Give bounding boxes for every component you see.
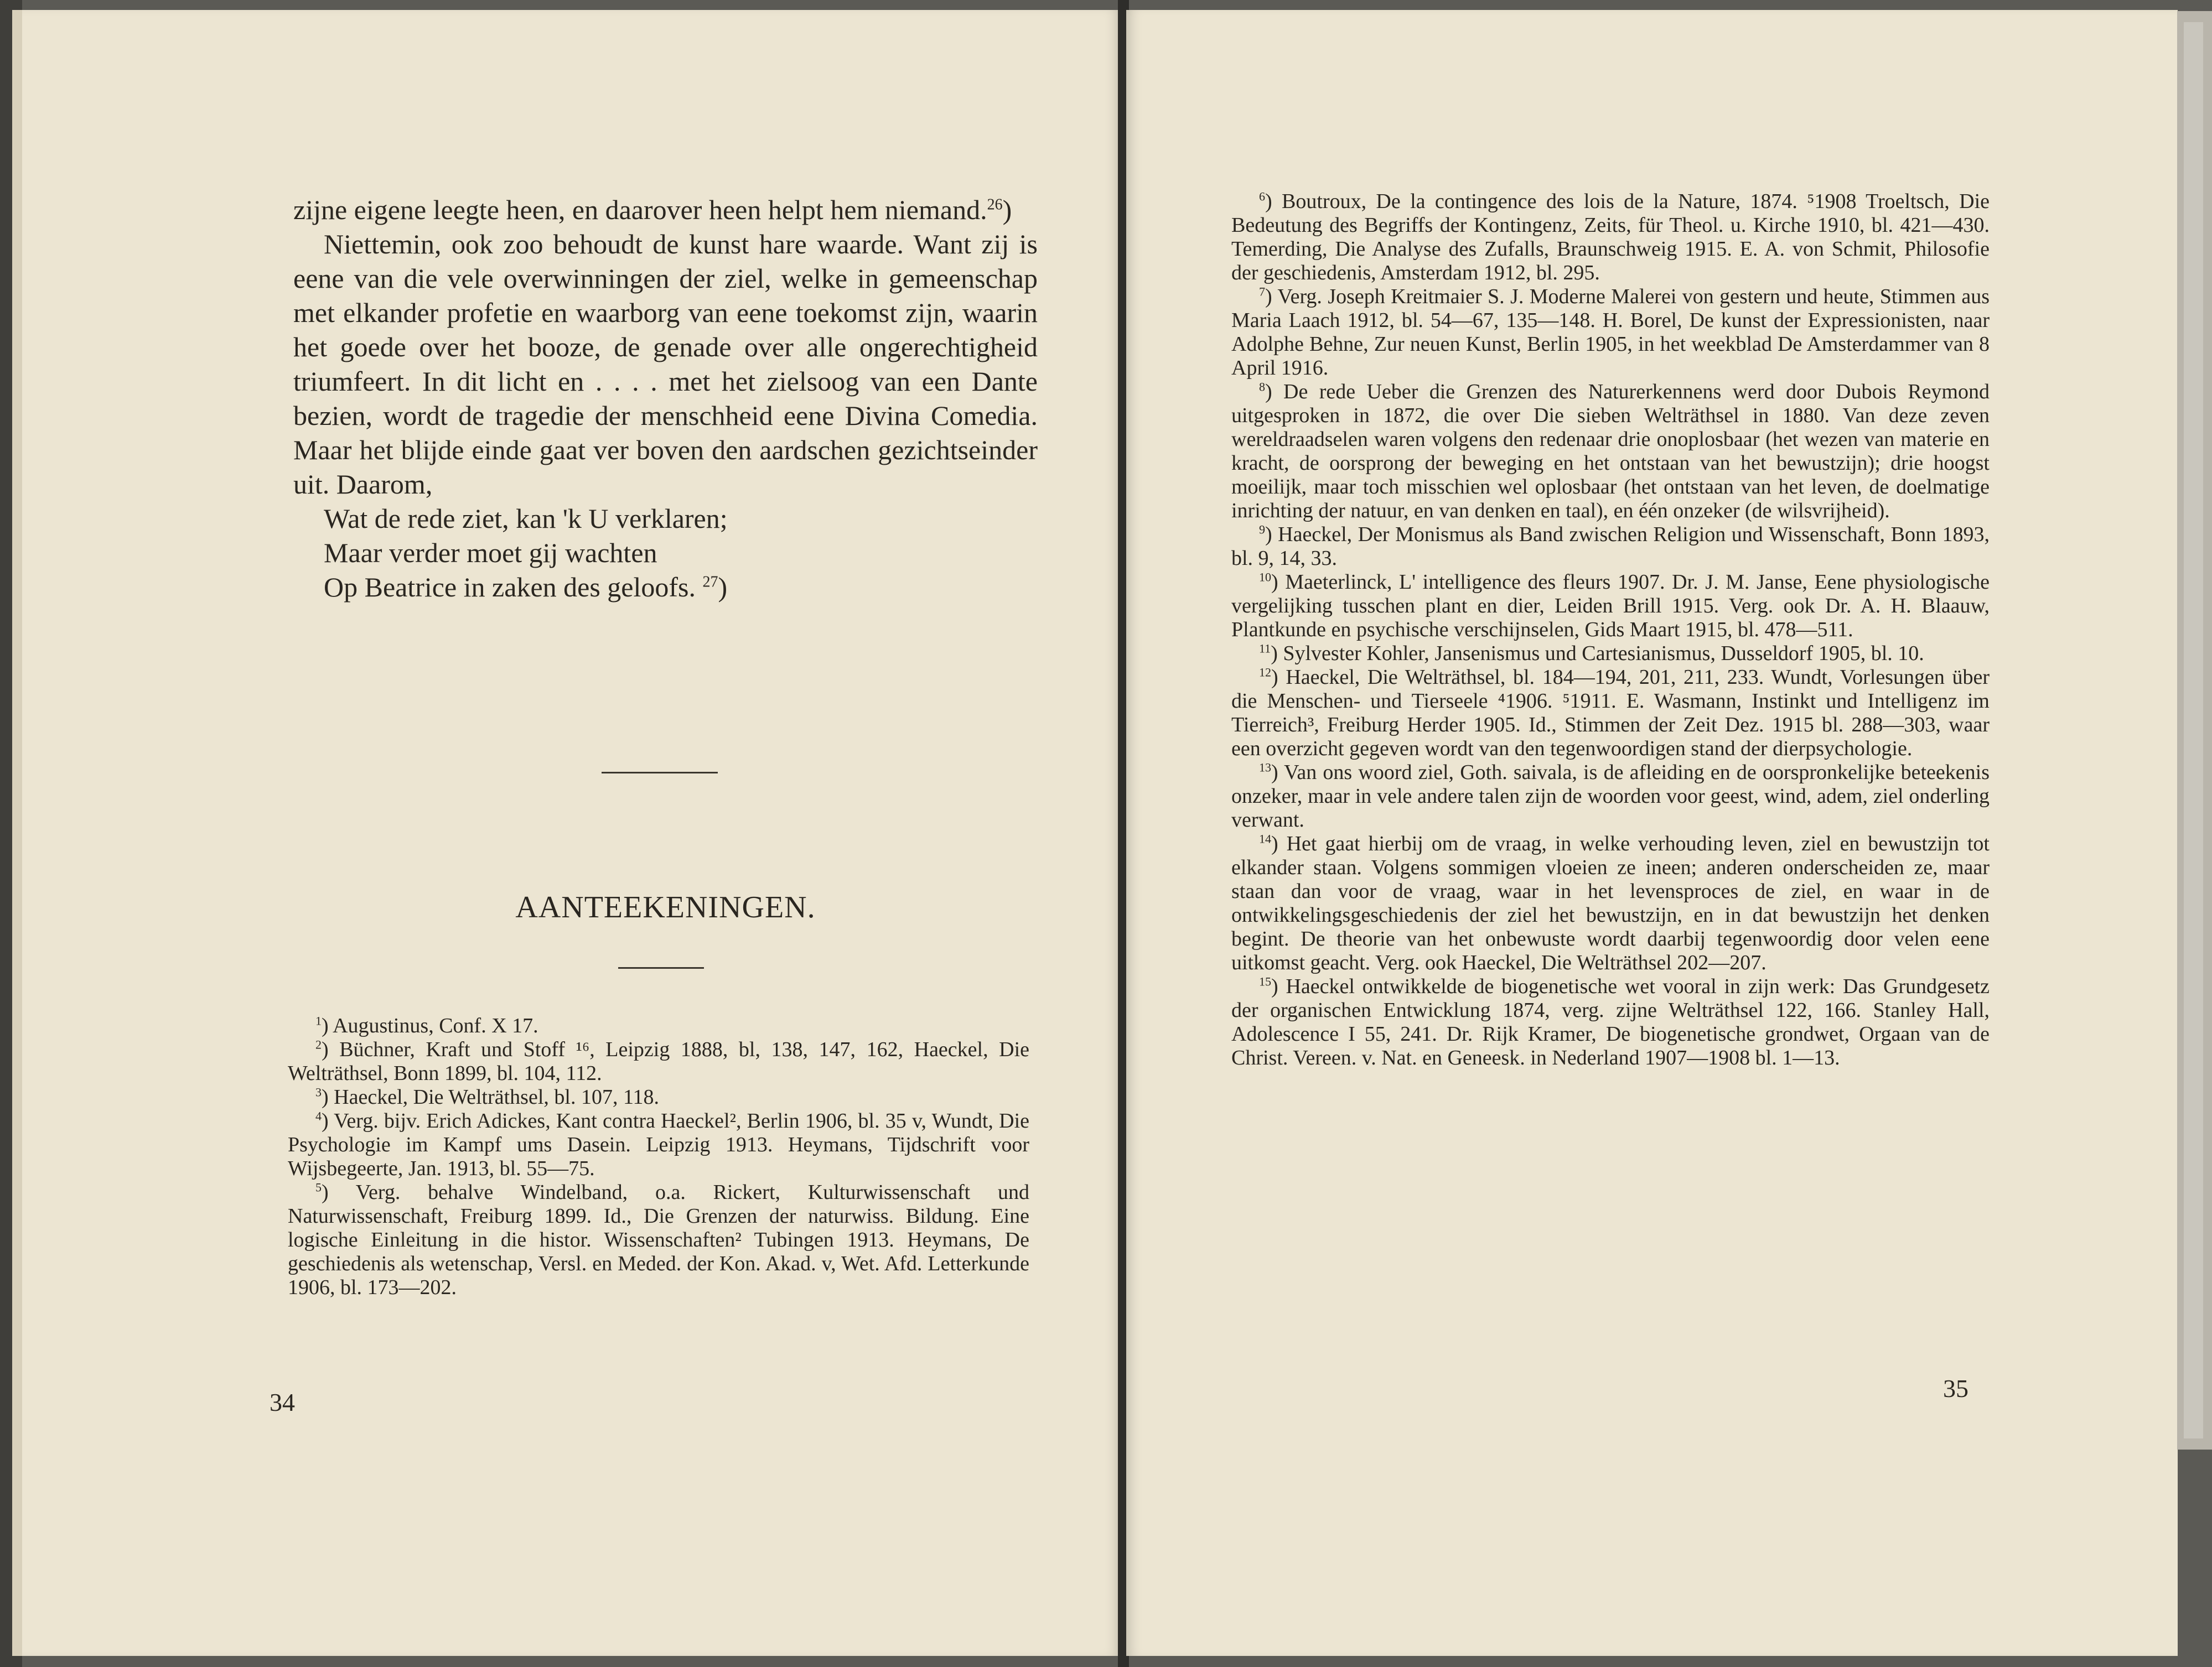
footnote-9: $^9$) Haeckel, Der Monismus als Band zwischen Religion und Wissenschaft, Bonn 1893, bl. 9, 14, 33. bbox=[1231, 522, 1990, 570]
footnote-1: $^1$) Augustinus, Conf. X 17. bbox=[315, 1014, 538, 1037]
footnote-4: $^4$) Verg. bijv. Erich Adickes, Kant contra Haeckel², Berlin 1906, bl. 35 v, Wundt, Die Psychologie im Kampf ums Dasein. Leipzig 1913. Heymans, Tijdschrift voor Wijsbegeerte, Jan. 1913, bl. 55—75. bbox=[288, 1109, 1030, 1180]
footnote-14: $^{14}$) Het gaat hierbij om de vraag, in welke verhouding leven, ziel en bewustzijn tot elkander staan. Volgens sommigen vloeien ze ineen; anderen onderscheiden ze, maar staan dan voor de vraag, waar in het levensproces de ziel, en waar in de ontwikkelingsgeschiedenis der ziel het bewustzijn, en in dat bewustzijn het denken begint. De theorie van het onbewuste wordt daarbij tegenwoordig door velen eene uitkomst geacht. Verg. ook Haeckel, Die Welträthsel 202—207. bbox=[1231, 832, 1990, 974]
footnote-8: $^8$) De rede Ueber die Grenzen des Naturerkennens werd door Dubois Reymond uitgesproken in 1872, die over Die sieben Welträthsel in 1880. Van deze zeven wereldraadselen waren volgens den redenaar drie onoplosbaar (het wezen van materie en kracht, de oorsprong der beweging en het ontstaan van het bewustzijn); drie hoogst moeilijk, maar toch misschien wel oplosbaar (het ontstaan van het leven, de doelmatige inrichting der natuur, en van denken en taal), en één onzeker (de wilsvrijheid). bbox=[1231, 380, 1990, 522]
page-number-left: 34 bbox=[270, 1388, 295, 1416]
section-divider bbox=[602, 772, 718, 773]
verse-line-1: Wat de rede ziet, kan 'k U verklaren; bbox=[324, 503, 728, 534]
right-page bbox=[1126, 10, 2178, 1656]
verse-line-3: Op Beatrice in zaken des geloofs. $^{27}$) bbox=[324, 572, 728, 603]
heading-underline bbox=[618, 967, 704, 969]
notes-heading: AANTEEKENINGEN. bbox=[515, 890, 816, 925]
footnote-11: $^{11}$) Sylvester Kohler, Jansenismus und Cartesianismus, Dusseldorf 1905, bl. 10. bbox=[1259, 641, 1924, 665]
right-footnotes bbox=[1231, 190, 1990, 1070]
page-number-right: 35 bbox=[1943, 1374, 1968, 1403]
left-body-text bbox=[293, 193, 1038, 604]
footnote-ref-26: 26 bbox=[987, 196, 1003, 214]
verse-line-2: Maar verder moet gij wachten bbox=[324, 537, 657, 568]
footnote-12: $^{12}$) Haeckel, Die Welträthsel, bl. 184—194, 201, 211, 233. Wundt, Vorlesungen über die Menschen- und Tierseele ⁴1906. ⁵1911. E. Wasmann, Instinkt und Intelligenz im Tierreich³, Freiburg Herder 1905. Id., Stimmen der Zeit Dez. 1915 bl. 288—303, waar een overzicht gegeven wordt van den tegenwoordigen stand der dierpsychologie. bbox=[1231, 665, 1990, 760]
left-page bbox=[22, 10, 1121, 1656]
left-footnotes bbox=[288, 1014, 1029, 1300]
footnote-5: $^5$) Verg. behalve Windelband, o.a. Rickert, Kulturwissenschaft und Naturwissenschaft, Freiburg 1899. Id., Die Grenzen der naturwiss. Bildung. Eine logische Einleitung in die histor. Wissenschaften² Tubingen 1913. Heymans, De geschiedenis als wetenschap, Versl. en Meded. der Kon. Akad. v, Wet. Afd. Letterkunde 1906, bl. 173—202. bbox=[288, 1180, 1030, 1299]
footnote-7: $^7$) Verg. Joseph Kreitmaier S. J. Moderne Malerei von gestern und heute, Stimmen aus Maria Laach 1912, bl. 54—67, 135—148. H. Borel, De kunst der Expressionisten, naar Adolphe Behne, Zur neuen Kunst, Berlin 1905, in het weekblad De Amsterdammer van 8 April 1916. bbox=[1231, 284, 1990, 380]
color-reference-strip-inner bbox=[2184, 22, 2203, 1438]
footnote-15: $^{15}$) Haeckel ontwikkelde de biogenetische wet vooral in zijn werk: Das Grundgesetz der organischen Entwicklung 1874, verg. zijne Welträthsel 122, 166. Stanley Hall, Adolescence I 55, 241. Dr. Rijk Kramer, De biogenetische grondwet, Orgaan van de Christ. Vereen. v. Nat. en Geneesk. in Nederland 1907—1908 bl. 1—13. bbox=[1231, 974, 1990, 1069]
footnote-6: $^6$) Boutroux, De la contingence des lois de la Nature, 1874. ⁵1908 Troeltsch, Die Bedeutung des Begriffs der Kontingenz, Zeits, für Theol. u. Kirche 1910, bl. 421—430. Temerding, Die Analyse des Zufalls, Braunschweig 1915. E. A. von Schmit, Philosofie der geschiedenis, Amsterdam 1912, bl. 295. bbox=[1231, 189, 1990, 284]
body-paragraph-2: Niettemin, ook zoo behoudt de kunst hare waarde. Want zij is eene van die vele overwinningen der ziel, welke in gemeenschap met elkander profetie en waarborg van eene toekomst zijn, waarin het goede over het booze, de genade over alle ongerechtigheid triumfeert. In dit licht en . . . . met het zielsoog van een Dante bezien, wordt de tragedie der menschheid eene Divina Comedia. Maar het blijde einde gaat ver boven den aardschen gezichtseinder uit. Daarom, bbox=[293, 229, 1038, 500]
footnote-10: $^{10}$) Maeterlinck, L' intelligence des fleurs 1907. Dr. J. M. Janse, Eene physiologische vergelijking tusschen plant en dier, Leiden Brill 1915. Verg. ook Dr. A. H. Blaauw, Plantkunde en psychische verschijnselen, Gids Maart 1915, bl. 478—511. bbox=[1231, 570, 1990, 641]
footnote-ref-27: 27 bbox=[702, 573, 718, 591]
footnote-3: $^3$) Haeckel, Die Welträthsel, bl. 107, 118. bbox=[315, 1085, 660, 1109]
footnote-13: $^{13}$) Van ons woord ziel, Goth. saivala, is de afleiding en de oorspronkelijke beteekenis onzeker, maar in vele andere talen zijn de woorden voor geest, wind, adem, ziel onderling verwant. bbox=[1231, 760, 1990, 832]
footnote-2: $^2$) Büchner, Kraft und Stoff ¹⁶, Leipzig 1888, bl, 138, 147, 162, Haeckel, Die Welträthsel, Bonn 1899, bl. 104, 112. bbox=[288, 1037, 1029, 1085]
color-reference-strip bbox=[2177, 11, 2212, 1450]
body-paragraph-1: zijne eigene leegte heen, en daarover heen helpt hem niemand.$^{26}$) bbox=[293, 194, 1012, 225]
